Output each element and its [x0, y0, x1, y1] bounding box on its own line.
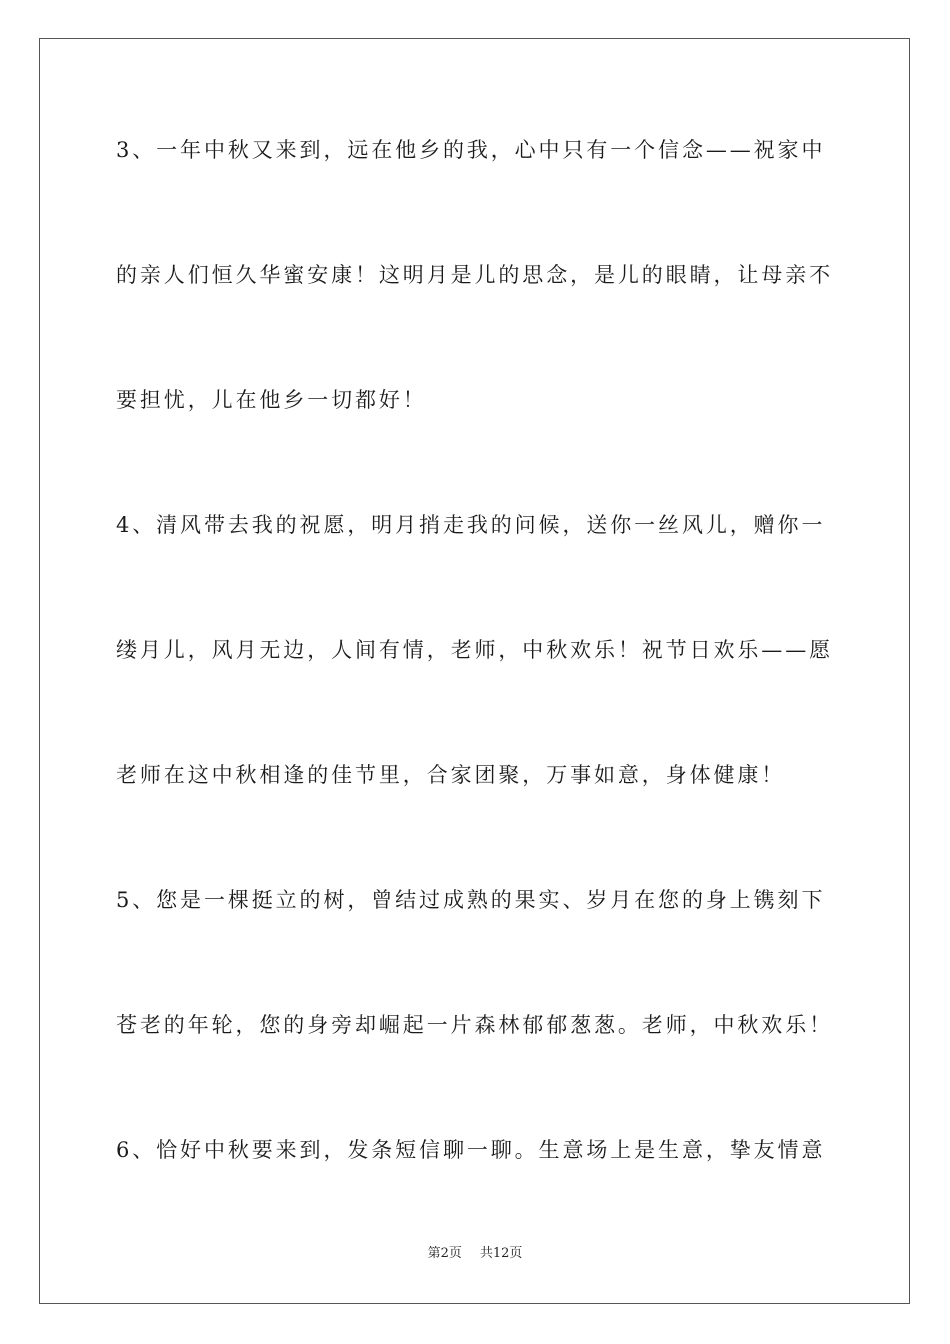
- page-number: 第2页: [427, 1246, 462, 1261]
- text-line-9: 6、恰好中秋要来到，发条短信聊一聊。生意场上是生意，挚友情意: [116, 1138, 826, 1162]
- page-footer: [0, 1245, 950, 1263]
- text-line-3: 要担忧，儿在他乡一切都好！: [116, 388, 427, 412]
- page-border: [39, 38, 910, 1304]
- text-line-5: 缕月儿，风月无边，人间有情，老师，中秋欢乐！祝节日欢乐——愿: [116, 638, 833, 662]
- text-line-1: 3、一年中秋又来到，远在他乡的我，心中只有一个信念——祝家中: [116, 138, 826, 162]
- text-line-6: 老师在这中秋相逢的佳节里，合家团聚，万事如意，身体健康！: [116, 763, 786, 787]
- text-line-4: 4、清风带去我的祝愿，明月捎走我的问候，送你一丝风儿，赠你一: [116, 513, 826, 537]
- text-line-7: 5、您是一棵挺立的树，曾结过成熟的果实、岁月在您的身上镌刻下: [116, 888, 826, 912]
- page-total: 共12页: [479, 1246, 523, 1261]
- text-line-2: 的亲人们恒久华蜜安康！这明月是儿的思念，是儿的眼睛，让母亲不: [116, 263, 833, 287]
- text-line-8: 苍老的年轮，您的身旁却崛起一片森林郁郁葱葱。老师，中秋欢乐！: [116, 1013, 833, 1037]
